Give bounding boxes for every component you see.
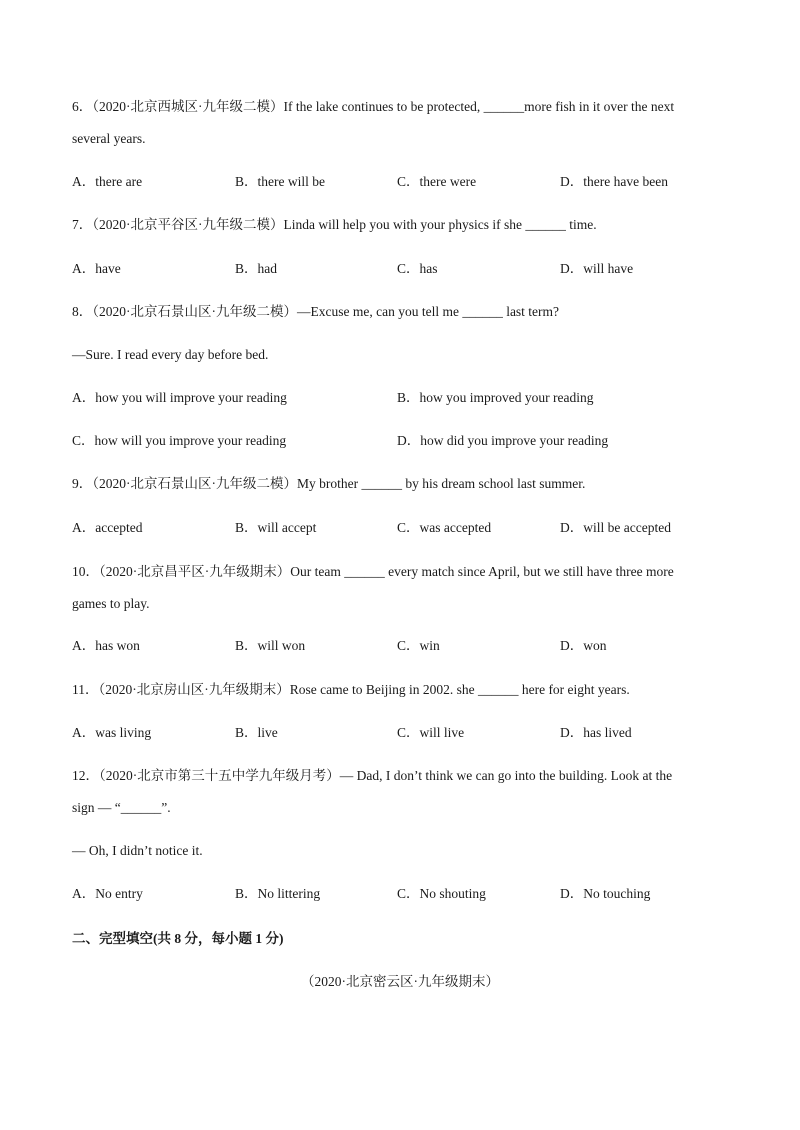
question-8-option-c: C．how will you improve your reading xyxy=(72,433,287,448)
question-6-option-d: D．there have been xyxy=(560,174,668,189)
question-8-reply: —Sure. I read every day before bed. xyxy=(72,347,269,362)
question-6-option-a: A．there are xyxy=(72,174,143,189)
question-11-stem: 11．（2020·北京房山区·九年级期末）Rose came to Beijing in 2002. she ______ here for eight years. xyxy=(72,682,630,697)
question-7-option-a: A．have xyxy=(72,261,121,276)
question-8-option-a: A．how you will improve your reading xyxy=(72,390,287,405)
question-12-option-a: A．No entry xyxy=(72,886,143,901)
question-12-option-c: C．No shouting xyxy=(397,886,486,901)
question-11-option-b: B．live xyxy=(235,725,278,740)
question-9-option-b: B．will accept xyxy=(235,520,317,535)
question-7-option-d: D．will have xyxy=(560,261,634,276)
question-12-option-d: D．No touching xyxy=(560,886,651,901)
question-10-option-b: B．will won xyxy=(235,638,306,653)
question-9-option-d: D．will be accepted xyxy=(560,520,671,535)
section-heading: 二、完型填空(共 8 分，每小题 1 分) xyxy=(72,931,284,946)
question-11-option-d: D．has lived xyxy=(560,725,632,740)
question-8-option-b: B．how you improved your reading xyxy=(397,390,594,405)
question-6-option-c: C．there were xyxy=(397,174,477,189)
question-10-stem-continued: games to play. xyxy=(72,596,150,611)
question-12-reply: — Oh, I didn’t notice it. xyxy=(72,843,203,858)
question-7-option-c: C．has xyxy=(397,261,438,276)
question-9-option-a: A．accepted xyxy=(72,520,143,535)
question-12-stem-continued: sign — “______”. xyxy=(72,800,171,815)
question-9-stem: 9．（2020·北京石景山区·九年级二模）My brother ______ by his dream school last summer. xyxy=(72,476,586,491)
question-12-option-b: B．No littering xyxy=(235,886,321,901)
question-8-stem: 8．（2020·北京石景山区·九年级二模）—Excuse me, can you tell me ______ last term? xyxy=(72,304,560,319)
question-11-option-c: C．will live xyxy=(397,725,465,740)
question-8-option-d: D．how did you improve your reading xyxy=(397,433,609,448)
passage-source: （2020·北京密云区·九年级期末） xyxy=(301,974,499,989)
question-10-option-a: A．has won xyxy=(72,638,140,653)
question-9-option-c: C．was accepted xyxy=(397,520,492,535)
question-10-option-c: C．win xyxy=(397,638,440,653)
question-7-option-b: B．had xyxy=(235,261,277,276)
question-6-stem: 6．（2020·北京西城区·九年级二模）If the lake continues to be protected, ______more fish in it over the next xyxy=(72,99,675,114)
question-7-stem: 7．（2020·北京平谷区·九年级二模）Linda will help you with your physics if she ______ time. xyxy=(72,217,597,232)
question-10-option-d: D．won xyxy=(560,638,607,653)
question-6-option-b: B．there will be xyxy=(235,174,325,189)
question-12-stem: 12．（2020·北京市第三十五中学九年级月考）— Dad, I don’t think we can go into the building. Look at the xyxy=(72,768,673,783)
question-6-stem-continued: several years. xyxy=(72,131,146,146)
question-10-stem: 10．（2020·北京昌平区·九年级期末）Our team ______ every match since April, but we still have three more xyxy=(72,564,674,579)
question-11-option-a: A．was living xyxy=(72,725,152,740)
